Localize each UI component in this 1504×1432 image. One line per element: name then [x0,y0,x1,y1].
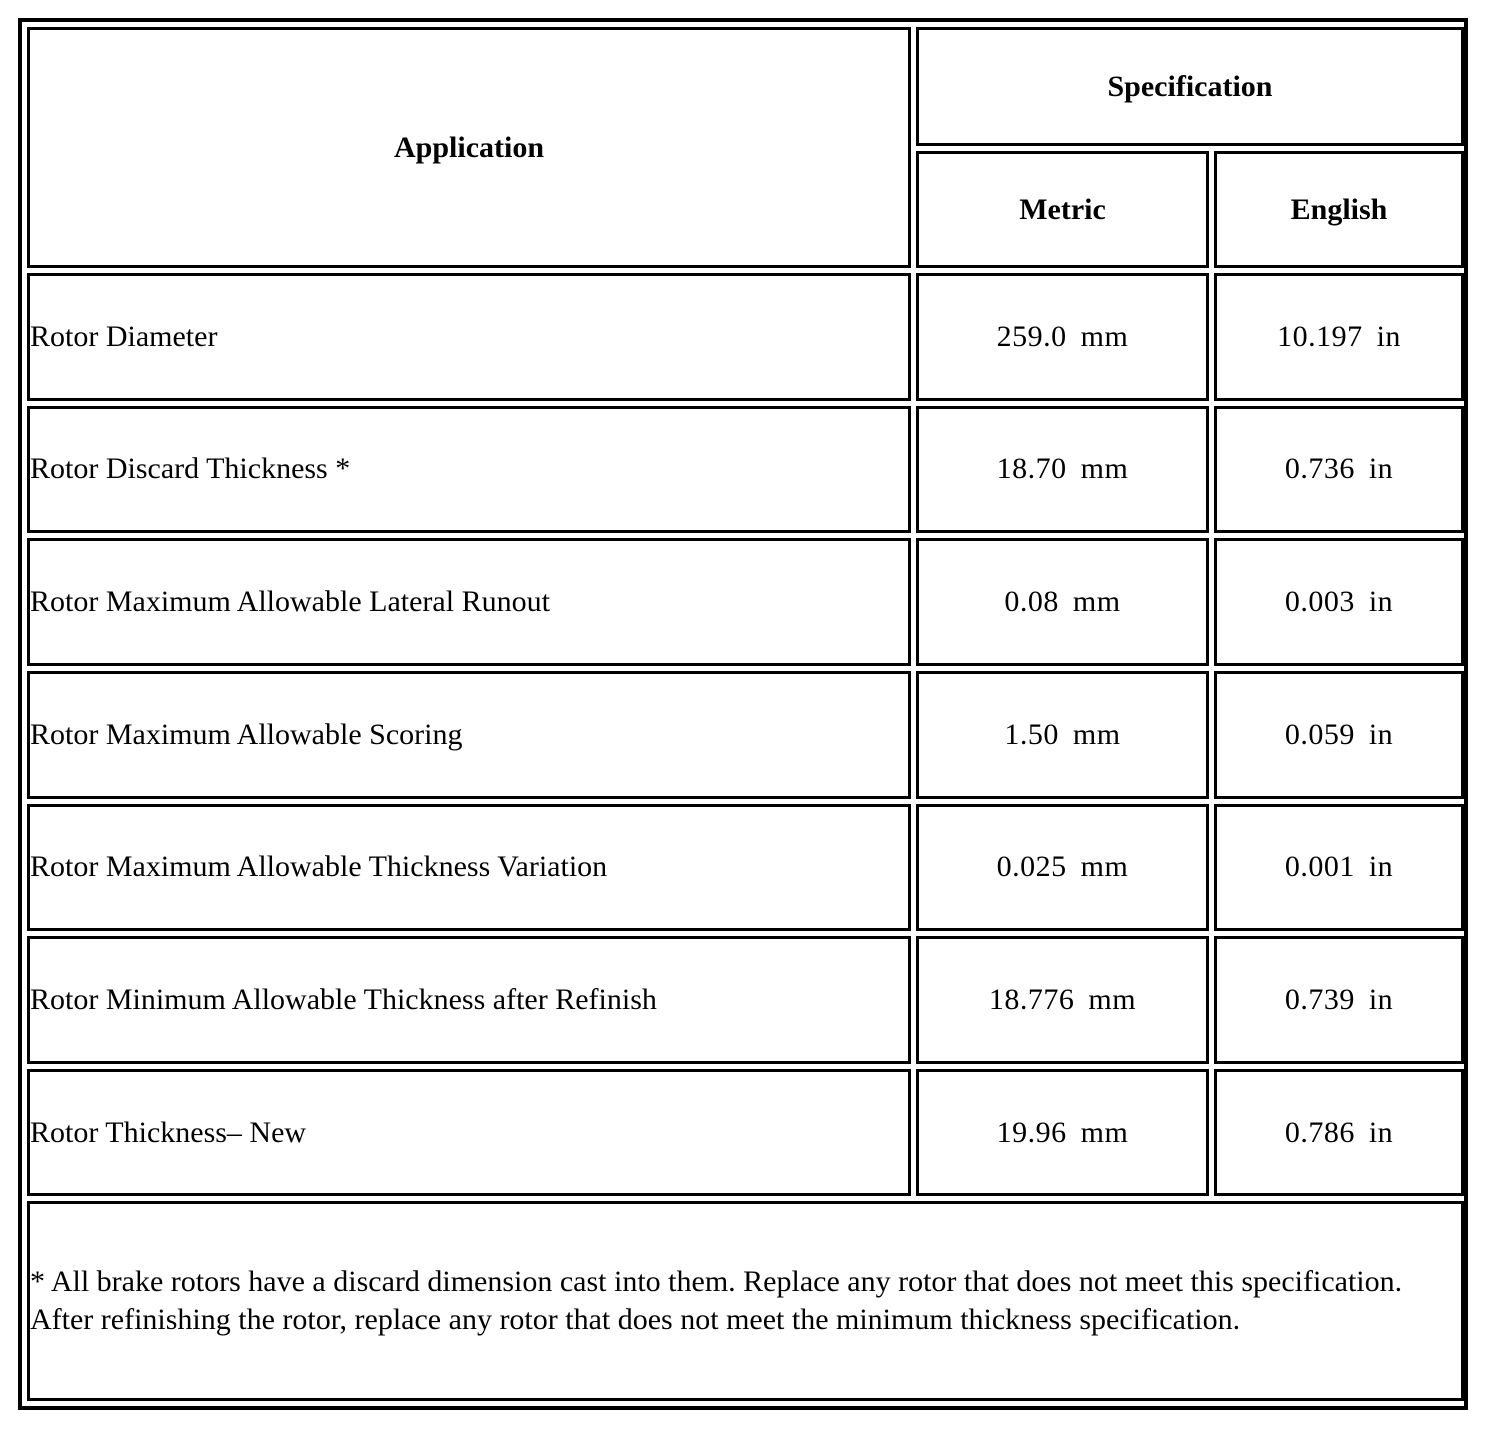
table-row [27,936,1464,1064]
header-specification: Specification [916,27,1464,146]
application-cell: Rotor Thickness– New [27,1069,911,1197]
footnote-row [27,1201,1464,1401]
english-value: 0.001 [1284,850,1355,884]
metric-cell [916,538,1209,666]
english-cell [1214,671,1464,799]
english-value: 0.739 [1284,982,1355,1016]
metric-cell [916,1069,1209,1197]
english-value: 0.059 [1284,717,1355,751]
footnote: * All brake rotors have a discard dimension cast into them. Replace any rotor that does not meet this specification. After refinishing the rotor, replace any rotor that does not meet the minimum thickness specification. [27,1201,1464,1401]
english-unit: in [1368,850,1394,884]
english-cell [1214,936,1464,1064]
application-cell: Rotor Minimum Allowable Thickness after Refinish [27,936,911,1064]
english-cell [1214,1069,1464,1197]
metric-unit: mm [1072,717,1121,751]
application-cell: Rotor Maximum Allowable Lateral Runout [27,538,911,666]
application-cell: Rotor Maximum Allowable Scoring [27,671,911,799]
header-row-top [27,27,1464,146]
table-row [27,273,1464,401]
english-unit: in [1368,982,1394,1016]
metric-value: 18.776 [988,982,1075,1016]
english-value: 0.786 [1284,1115,1355,1149]
metric-cell [916,804,1209,932]
metric-unit: mm [1088,982,1137,1016]
metric-cell [916,273,1209,401]
english-cell [1214,406,1464,534]
application-cell: Rotor Discard Thickness * [27,406,911,534]
metric-unit: mm [1080,850,1129,884]
header-metric: Metric [916,151,1209,268]
metric-value: 0.025 [996,850,1067,884]
english-unit: in [1376,319,1401,353]
english-unit: in [1368,452,1394,486]
metric-value: 259.0 [996,319,1067,353]
metric-value: 18.70 [996,452,1067,486]
brake-rotor-spec-table [22,22,1469,1406]
table-body [27,273,1464,1401]
table-row [27,804,1464,932]
header-application: Application [27,27,911,268]
metric-unit: mm [1080,1115,1129,1149]
metric-cell [916,936,1209,1064]
header-english: English [1214,151,1464,268]
english-unit: in [1368,1115,1394,1149]
metric-cell [916,671,1209,799]
english-unit: in [1368,717,1394,751]
english-unit: in [1368,585,1394,619]
english-value: 0.003 [1284,585,1355,619]
english-cell [1214,273,1464,401]
metric-unit: mm [1080,319,1129,353]
english-value: 10.197 [1277,319,1363,353]
application-cell: Rotor Diameter [27,273,911,401]
metric-unit: mm [1072,585,1121,619]
metric-value: 19.96 [996,1115,1067,1149]
english-cell [1214,538,1464,666]
table-row [27,1069,1464,1197]
table-row [27,406,1464,534]
metric-unit: mm [1080,452,1129,486]
table-row [27,671,1464,799]
metric-cell [916,406,1209,534]
application-cell: Rotor Maximum Allowable Thickness Variation [27,804,911,932]
metric-value: 0.08 [1004,585,1059,619]
english-cell [1214,804,1464,932]
metric-value: 1.50 [1004,717,1059,751]
table-row [27,538,1464,666]
english-value: 0.736 [1284,452,1355,486]
